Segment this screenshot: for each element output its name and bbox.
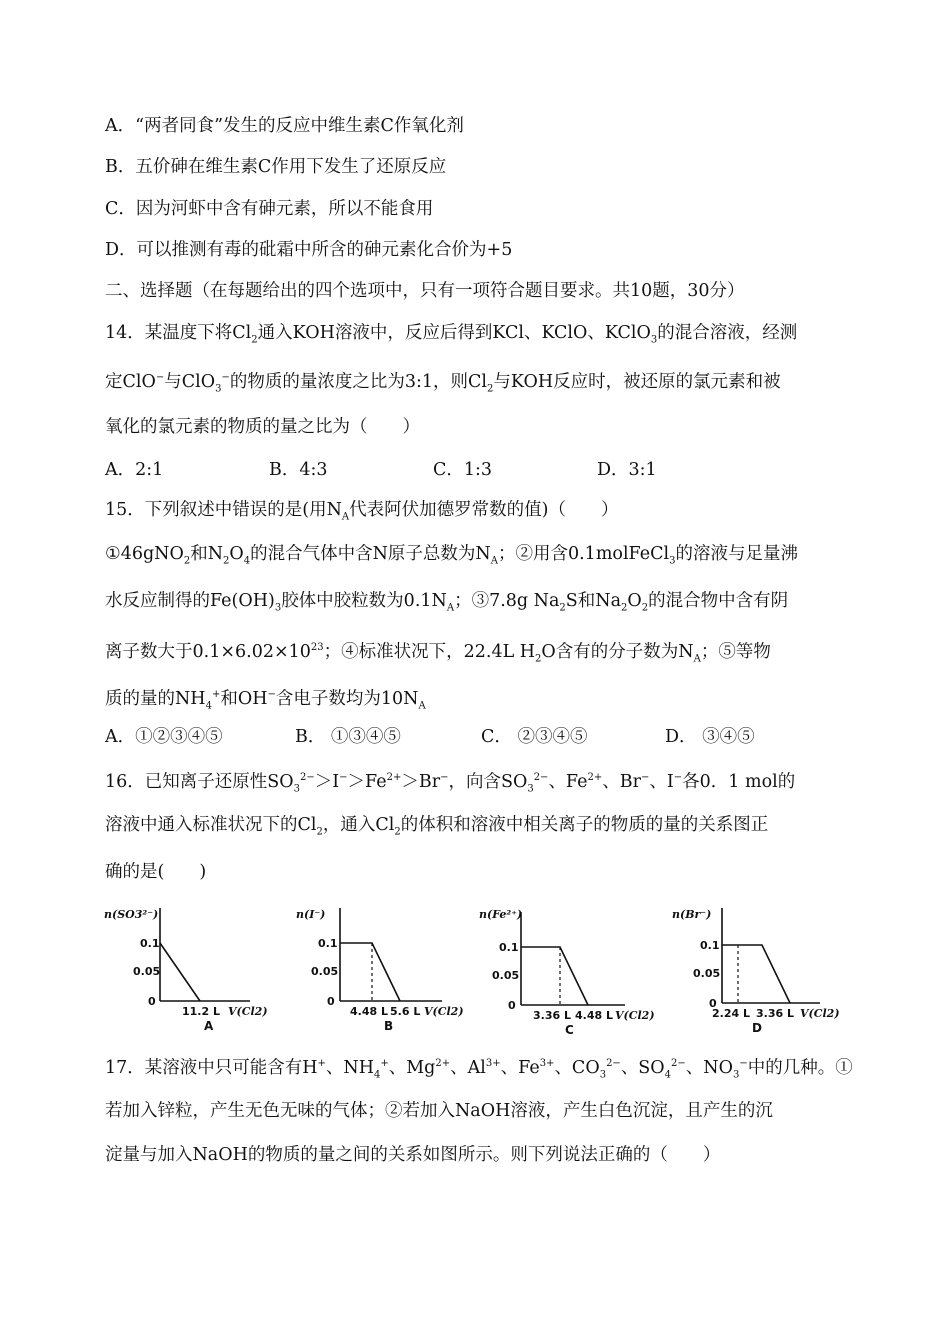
graph-a-y0: 0 xyxy=(148,995,156,1008)
q13-option-a: A．“两者同食”发生的反应中维生素C作氧化剂 xyxy=(105,116,464,136)
graph-b-xlabel: V(Cl2) xyxy=(424,1005,464,1018)
q15-option-d: D． ③④⑤ xyxy=(665,727,755,747)
graph-d-y1: 0.1 xyxy=(700,939,720,952)
graph-d-y0: 0 xyxy=(709,997,717,1010)
q13-option-d: D．可以推测有毒的砒霜中所含的砷元素化合价为+5 xyxy=(105,240,513,260)
graph-b xyxy=(292,898,482,1048)
graph-b-letter: B xyxy=(384,1019,394,1033)
graph-b-y0: 0 xyxy=(327,995,335,1008)
q14-line-2: 定ClO−与ClO$_3$−的物质的量浓度之比为3:1，则$Cl_2$与KOH反应时，被还原的氯元素和被 xyxy=(105,371,781,395)
q15-line-2: ①46gNO$_2$和$N_2O_4$的混合气体中含N原子总数为$N_A$；②用含0.1molFeCl$_3$的溶液与足量沸 xyxy=(105,544,798,567)
q13-option-c: C．因为河虾中含有砷元素，所以不能食用 xyxy=(105,199,434,219)
graph-c-letter: C xyxy=(565,1023,574,1037)
graph-d-ylabel: n(Br⁻) xyxy=(672,908,712,921)
graph-a-xlabel: V(Cl2) xyxy=(228,1005,268,1018)
graph-c-y0: 0 xyxy=(508,999,516,1012)
q15-option-a: A．①②③④⑤ xyxy=(105,727,223,747)
graph-c-xtick-2: 4.48 L xyxy=(575,1009,613,1022)
q14-option-b: B．4:3 xyxy=(269,460,328,480)
q16-graphs xyxy=(100,898,860,1048)
graph-a-ylabel: n(SO3²⁻) xyxy=(104,908,159,921)
q15-line-5: 质的量的$NH_4^+$和OH−含电子数均为$10N_A$ xyxy=(105,688,426,712)
q14-option-d: D．3:1 xyxy=(597,460,657,480)
graph-c-ylabel: n(Fe²⁺) xyxy=(479,908,523,921)
graph-c-xlabel: V(Cl2) xyxy=(615,1009,655,1022)
graph-c-y1: 0.1 xyxy=(499,941,519,954)
q16-line-1: 16．已知离子还原性$SO_3^{2-}>I^->Fe^{2+}>Br^-$，向含$SO_3^{2-}$、$Fe^{2+}$、Br−、I−各0．1 mol的 xyxy=(105,771,796,795)
graph-d-xlabel: V(Cl2) xyxy=(800,1007,840,1020)
q14-option-a: A．2:1 xyxy=(105,460,164,480)
graph-a-line xyxy=(160,943,200,1001)
graph-d-y2: 0.05 xyxy=(693,967,721,980)
q17-line-2: 若加入锌粒，产生无色无味的气体；②若加入NaOH溶液，产生白色沉淀，且产生的沉 xyxy=(105,1101,773,1121)
q17-line-1: 17．某溶液中只可能含有H+、$NH_4^+$、$Mg^{2+}$、$Al^{3+}$、$Fe^{3+}$、$CO_3^{2-}$、$SO_4^{2-}$、$NO_3^-$中的几种。① xyxy=(105,1057,853,1081)
graph-d-xtick-2: 3.36 L xyxy=(756,1007,794,1020)
graph-a xyxy=(100,898,280,1048)
graph-c-y2: 0.05 xyxy=(492,969,520,982)
graph-a-y1: 0.1 xyxy=(140,937,160,950)
q15-line-4: 离子数大于$0.1\times 6.02\times 10^{23}$；④标准状况下，22.4L $H_2O$含有的分子数为$N_A$；⑤等物 xyxy=(105,641,771,665)
graph-a-y2: 0.05 xyxy=(133,965,161,978)
q15-option-c: C． ②③④⑤ xyxy=(481,727,588,747)
graph-b-line xyxy=(340,943,400,1001)
graph-b-xtick-2: 5.6 L xyxy=(390,1005,421,1018)
graph-b-xtick-1: 4.48 L xyxy=(350,1005,388,1018)
q13-option-b: B．五价砷在维生素C作用下发生了还原反应 xyxy=(105,157,447,177)
q15-line-1: 15．下列叙述中错误的是(用$N_A$代表阿伏加德罗常数的值)（ ） xyxy=(105,500,619,523)
q14-option-c: C．1:3 xyxy=(433,460,493,480)
section-heading: 二、选择题（在每题给出的四个选项中，只有一项符合题目要求。共10题，30分） xyxy=(105,281,745,301)
q17-line-3: 淀量与加入NaOH的物质的量之间的关系如图所示。则下列说法正确的（ ） xyxy=(105,1145,721,1165)
graph-c xyxy=(475,898,665,1048)
q16-line-2: 溶液中通入标准状况下的$Cl_2$，通入$Cl_2$的体积和溶液中相关离子的物质的量的关系图正 xyxy=(105,815,769,838)
q14-line-3: 氧化的氯元素的物质的量之比为（ ） xyxy=(105,417,420,437)
graph-b-ylabel: n(I⁻) xyxy=(296,908,326,921)
graph-c-line xyxy=(521,947,588,1005)
graph-d xyxy=(670,898,860,1048)
graph-a-xtick-1: 11.2 L xyxy=(182,1005,220,1018)
graph-b-y2: 0.05 xyxy=(311,965,339,978)
graph-a-letter: A xyxy=(204,1019,214,1033)
q16-line-3: 确的是( ) xyxy=(105,862,207,882)
graph-b-y1: 0.1 xyxy=(318,937,338,950)
q14-line-1: 14．某温度下将$Cl_2$通入KOH溶液中，反应后得到KCl、KClO、KClO$_3$的混合溶液，经测 xyxy=(105,323,798,346)
graph-d-line xyxy=(722,945,790,1003)
graph-c-xtick-1: 3.36 L xyxy=(533,1009,571,1022)
graph-d-letter: D xyxy=(752,1021,762,1035)
graph-d-xtick-1: 2.24 L xyxy=(712,1007,750,1020)
q15-line-3: 水反应制得的$Fe(OH)_3$胶体中胶粒数为$0.1N_A$；③7.8g $Na_2S$和$Na_2O_2$的混合物中含有阴 xyxy=(105,591,789,614)
q15-option-b: B． ①③④⑤ xyxy=(295,727,401,747)
